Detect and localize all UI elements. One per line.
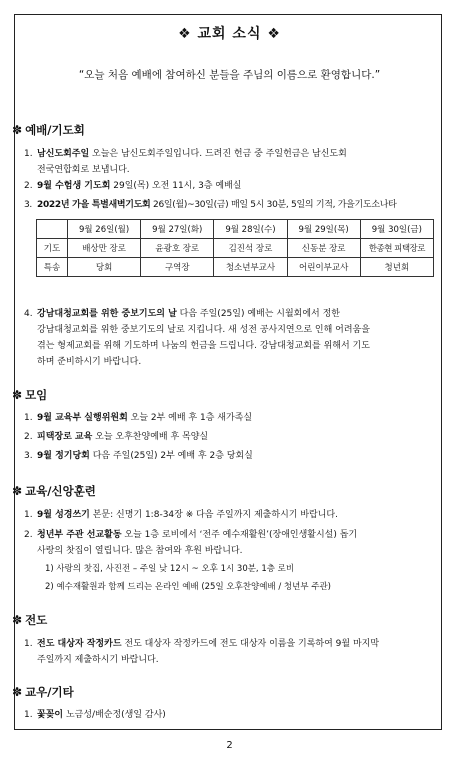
page-number: 2 — [226, 740, 233, 751]
asterisk-icon: ✽ — [12, 388, 23, 402]
table-header-cell: 9월 26일(월) — [68, 220, 141, 239]
table-row-label: 기도 — [37, 239, 68, 258]
table-cell: 당회 — [68, 258, 141, 277]
sub-list-item: 2) 예수재활원과 함께 드리는 온라인 예배 (25일 오후찬양예배 / 청년부 주관) — [45, 582, 331, 592]
table-header-cell: 9월 29일(목) — [287, 220, 360, 239]
list-item-continuation: 전국연합회로 보냅니다. — [37, 165, 130, 175]
section-heading-evangelism: ✽ 전도 — [12, 613, 48, 627]
prayer-schedule-table — [36, 219, 434, 277]
list-item-continuation: 겪는 형제교회를 위해 기도하며 나눔의 헌금을 드립니다. 강남대청교회를 위해서 기도 — [37, 341, 370, 351]
table-cell — [37, 220, 68, 239]
list-item: 1. 전도 대상자 작정카드 전도 대상자 작정카드에 전도 대상자 이름을 기록하여 9월 마지막 — [24, 639, 380, 649]
table-header-cell: 9월 28일(수) — [214, 220, 287, 239]
asterisk-icon: ✽ — [12, 685, 23, 699]
asterisk-icon: ✽ — [12, 123, 23, 137]
asterisk-icon: ✽ — [12, 484, 23, 498]
table-header-cell: 9월 30일(금) — [360, 220, 433, 239]
list-item-continuation: 주일까지 제출하시기 바랍니다. — [37, 655, 159, 665]
table-cell: 청소년부교사 — [214, 258, 287, 277]
list-item: 3. 9월 정기당회 다음 주일(25일) 2부 예배 후 2층 당회실 — [24, 451, 253, 461]
section-heading-education: ✽ 교육/신앙훈련 — [12, 484, 96, 498]
list-item: 2. 청년부 주관 선교활동 오늘 1층 로비에서 ‘전주 예수재활원’(장애인생활시설) 돕기 — [24, 530, 358, 540]
table-header-cell: 9월 27일(화) — [141, 220, 214, 239]
table-cell: 어린이부교사 — [287, 258, 360, 277]
list-item: 2. 피택장로 교육 오늘 오후찬양예배 후 목양실 — [24, 432, 209, 442]
list-item: 4. 강남대청교회를 위한 중보기도의 날 다음 주일(25일) 예배는 시월회에서 정한 — [24, 309, 341, 319]
asterisk-icon: ✽ — [12, 613, 23, 627]
list-item-continuation: 사랑의 찻집이 열립니다. 많은 참여와 후원 바랍니다. — [37, 546, 243, 556]
table-row — [37, 239, 434, 258]
list-item: 1. 9월 성경쓰기 본문: 신명기 1:8-34장 ※ 다음 주일까지 제출하시기 바랍니다. — [24, 510, 338, 520]
table-cell: 윤광호 장로 — [141, 239, 214, 258]
page-title: ❖ 교회 소식 ❖ — [178, 26, 281, 42]
table-cell: 신동분 장로 — [287, 239, 360, 258]
sub-list-item: 1) 사랑의 찻집, 사진전 – 주일 낮 12시 ~ 오후 1시 30분, 1층 로비 — [45, 564, 295, 574]
table-cell: 배상만 장로 — [68, 239, 141, 258]
list-item: 2. 9월 수험생 기도회 29일(목) 오전 11시, 3층 예배실 — [24, 181, 242, 191]
welcome-message: “오늘 처음 예배에 참여하신 분들을 주님의 이름으로 환영합니다.” — [78, 69, 381, 81]
table-cell: 김진석 장로 — [214, 239, 287, 258]
table-row-label: 특송 — [37, 258, 68, 277]
list-item: 1. 9월 교육부 실행위원회 오늘 2부 예배 후 1층 새가족실 — [24, 413, 253, 423]
list-item: 1. 꽃꽂이 노금성/배순정(생일 감사) — [24, 710, 166, 720]
section-heading-fellowship: ✽ 교우/기타 — [12, 685, 74, 699]
list-item: 3. 2022년 가을 특별새벽기도회 26일(월)~30일(금) 매일 5시 30분, 5일의 기적, 가을기도소나타 — [24, 200, 397, 210]
list-item-continuation: 강남대청교회를 위한 중보기도의 날로 지킵니다. 새 성전 공사지연으로 인해 어려움을 — [37, 325, 370, 335]
table-cell: 구역장 — [141, 258, 214, 277]
section-heading-meeting: ✽ 모임 — [12, 388, 48, 402]
table-cell: 청년회 — [360, 258, 433, 277]
table-row — [37, 258, 434, 277]
section-heading-worship: ✽ 예배/기도회 — [12, 123, 85, 137]
list-item-continuation: 하며 준비하시기 바랍니다. — [37, 357, 142, 367]
list-item: 1. 남신도회주일 오늘은 남신도회주일입니다. 드려진 헌금 중 주일헌금은 남신도회 — [24, 149, 347, 159]
table-row — [37, 220, 434, 239]
table-cell: 한종현 피택장로 — [360, 239, 433, 258]
